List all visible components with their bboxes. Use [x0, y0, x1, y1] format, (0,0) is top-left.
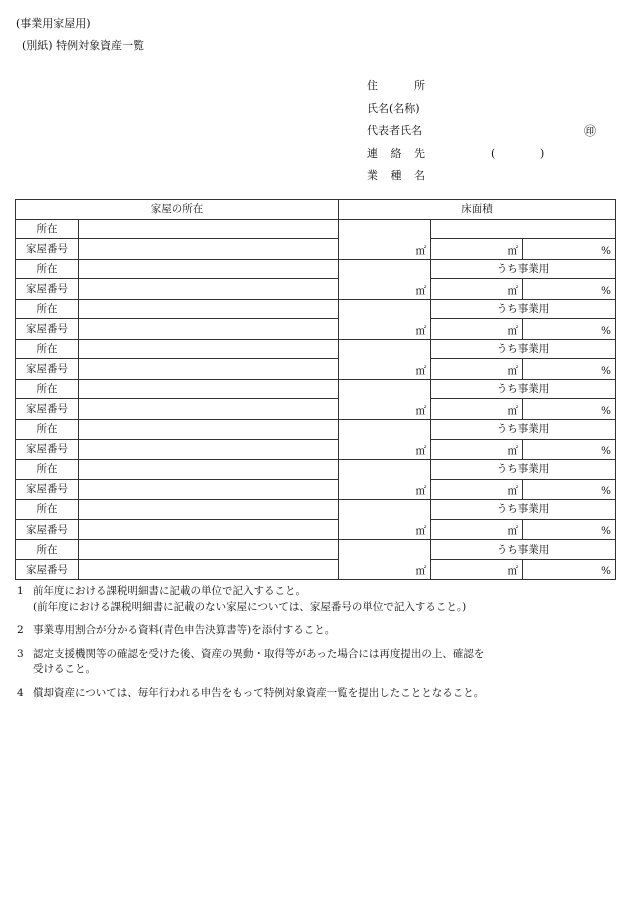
area-unit: ㎡: [507, 244, 518, 257]
asset-table: [15, 199, 616, 580]
business-area-field[interactable]: [431, 439, 523, 460]
house-number-label: 家屋番号: [16, 439, 79, 460]
applicant-block: [367, 79, 617, 192]
total-area-field[interactable]: [339, 540, 431, 580]
business-use-label: うち事業用: [431, 420, 616, 440]
location-label: 所在: [16, 420, 79, 440]
total-area-field[interactable]: [339, 259, 431, 299]
location-field[interactable]: [79, 259, 339, 279]
house-number-field[interactable]: [79, 319, 339, 340]
area-unit: ㎡: [507, 405, 518, 418]
address-label: 住 所: [367, 79, 425, 92]
total-area-field[interactable]: [339, 339, 431, 379]
table-row: [16, 239, 616, 260]
area-unit: ㎡: [415, 324, 426, 337]
location-field[interactable]: [79, 299, 339, 319]
location-label: 所在: [16, 299, 79, 319]
house-number-label: 家屋番号: [16, 479, 79, 500]
percent-unit: %: [601, 284, 612, 297]
location-label: 所在: [16, 540, 79, 560]
table-row: [16, 519, 616, 540]
table-row: [16, 379, 616, 399]
area-unit: ㎡: [507, 445, 518, 458]
area-unit: ㎡: [507, 565, 518, 578]
business-use-label: うち事業用: [431, 259, 616, 279]
business-area-field[interactable]: [431, 519, 523, 540]
percent-unit: %: [601, 405, 612, 418]
total-area-field[interactable]: [339, 219, 431, 259]
house-number-label: 家屋番号: [16, 319, 79, 340]
header-floor-area: 床面積: [339, 200, 616, 220]
location-field[interactable]: [79, 379, 339, 399]
contact-paren-close: ): [540, 146, 545, 160]
form-title: (別紙) 特例対象資産一覧: [22, 39, 145, 52]
location-field[interactable]: [79, 219, 339, 239]
business-use-label: うち事業用: [431, 299, 616, 319]
area-unit: ㎡: [507, 485, 518, 498]
header-location: 家屋の所在: [16, 200, 339, 220]
representative-label: 代表者氏名: [367, 124, 422, 137]
business-area-field[interactable]: [431, 319, 523, 340]
area-unit: ㎡: [415, 485, 426, 498]
house-number-label: 家屋番号: [16, 359, 79, 380]
business-ratio-field[interactable]: [523, 399, 616, 420]
area-unit: ㎡: [415, 364, 426, 377]
business-ratio-field[interactable]: [523, 279, 616, 300]
location-field[interactable]: [79, 420, 339, 440]
table-row: [16, 299, 616, 319]
address-row: [367, 79, 617, 102]
note-2: 2 事業専用割合が分かる資料(青色申告決算書等)を添付すること。: [17, 624, 336, 636]
location-label: 所在: [16, 379, 79, 399]
location-field[interactable]: [79, 339, 339, 359]
house-number-field[interactable]: [79, 359, 339, 380]
table-row: [16, 559, 616, 580]
business-ratio-field[interactable]: [523, 359, 616, 380]
business-use-label: うち事業用: [431, 500, 616, 520]
industry-row: [367, 169, 617, 192]
business-use-label: [431, 219, 616, 239]
business-area-field[interactable]: [431, 359, 523, 380]
percent-unit: %: [601, 244, 612, 257]
table-row: [16, 420, 616, 440]
business-ratio-field[interactable]: [523, 439, 616, 460]
note-4: 4 償却資産については、毎年行われる申告をもって特例対象資産一覧を提出したこととなること。: [17, 686, 485, 699]
house-number-field[interactable]: [79, 239, 339, 260]
table-row: [16, 439, 616, 460]
form-type-label: (事業用家屋用): [16, 17, 91, 30]
house-number-field[interactable]: [79, 439, 339, 460]
business-use-label: うち事業用: [431, 460, 616, 480]
percent-unit: %: [601, 364, 612, 377]
total-area-field[interactable]: [339, 299, 431, 339]
area-unit: ㎡: [415, 284, 426, 297]
area-unit: ㎡: [415, 445, 426, 458]
name-label: 氏名(名称): [367, 101, 420, 115]
total-area-field[interactable]: [339, 460, 431, 500]
location-field[interactable]: [79, 500, 339, 520]
house-number-field[interactable]: [79, 279, 339, 300]
table-row: [16, 259, 616, 279]
business-area-field[interactable]: [431, 239, 523, 260]
note-1: 1 前年度における課税明細書に記載の単位で記入すること。 (前年度における課税明細書に記載のない家屋については、家屋番号の単位で記入すること。): [17, 585, 467, 613]
contact-paren-open: (: [491, 146, 496, 160]
house-number-field[interactable]: [79, 479, 339, 500]
table-row: [16, 500, 616, 520]
area-unit: ㎡: [415, 244, 426, 257]
location-label: 所在: [16, 259, 79, 279]
location-label: 所在: [16, 500, 79, 520]
area-unit: ㎡: [415, 405, 426, 418]
business-area-field[interactable]: [431, 399, 523, 420]
table-row: [16, 279, 616, 300]
total-area-field[interactable]: [339, 379, 431, 419]
area-unit: ㎡: [507, 525, 518, 538]
table-row: [16, 359, 616, 380]
seal-icon: ㊞: [584, 124, 597, 138]
location-field[interactable]: [79, 540, 339, 560]
business-ratio-field[interactable]: [523, 479, 616, 500]
contact-row: [367, 147, 617, 170]
table-row: [16, 319, 616, 340]
area-unit: ㎡: [507, 364, 518, 377]
location-field[interactable]: [79, 460, 339, 480]
business-ratio-field[interactable]: [523, 239, 616, 260]
table-row: [16, 479, 616, 500]
percent-unit: %: [601, 324, 612, 337]
contact-label: 連 絡 先: [367, 146, 425, 160]
location-label: 所在: [16, 460, 79, 480]
table-row: [16, 339, 616, 359]
area-unit: ㎡: [507, 284, 518, 297]
house-number-field[interactable]: [79, 519, 339, 540]
house-number-label: 家屋番号: [16, 519, 79, 540]
table-header-row: [16, 200, 616, 220]
table-row: [16, 540, 616, 560]
house-number-label: 家屋番号: [16, 399, 79, 420]
business-ratio-field[interactable]: [523, 519, 616, 540]
business-use-label: うち事業用: [431, 379, 616, 399]
business-area-field[interactable]: [431, 559, 523, 580]
name-row: [367, 102, 617, 125]
location-label: 所在: [16, 219, 79, 239]
percent-unit: %: [601, 525, 612, 538]
table-row: [16, 460, 616, 480]
business-area-field[interactable]: [431, 279, 523, 300]
note-3: 3 認定支援機関等の確認を受けた後、資産の異動・取得等があった場合には再度提出の上、確認を 受けること。: [17, 647, 485, 675]
total-area-field[interactable]: [339, 420, 431, 460]
business-use-label: うち事業用: [431, 540, 616, 560]
location-label: 所在: [16, 339, 79, 359]
house-number-field[interactable]: [79, 559, 339, 580]
industry-label: 業 種 名: [367, 169, 425, 182]
house-number-label: 家屋番号: [16, 279, 79, 300]
house-number-field[interactable]: [79, 399, 339, 420]
business-use-label: うち事業用: [431, 339, 616, 359]
percent-unit: %: [601, 445, 612, 458]
business-ratio-field[interactable]: [523, 559, 616, 580]
table-row: [16, 219, 616, 239]
business-area-field[interactable]: [431, 479, 523, 500]
business-ratio-field[interactable]: [523, 319, 616, 340]
area-unit: ㎡: [415, 565, 426, 578]
house-number-label: 家屋番号: [16, 559, 79, 580]
table-row: [16, 399, 616, 420]
percent-unit: %: [601, 485, 612, 498]
area-unit: ㎡: [415, 525, 426, 538]
area-unit: ㎡: [507, 324, 518, 337]
house-number-label: 家屋番号: [16, 239, 79, 260]
total-area-field[interactable]: [339, 500, 431, 540]
percent-unit: %: [601, 565, 612, 578]
notes: [17, 584, 617, 709]
representative-row: [367, 124, 617, 147]
